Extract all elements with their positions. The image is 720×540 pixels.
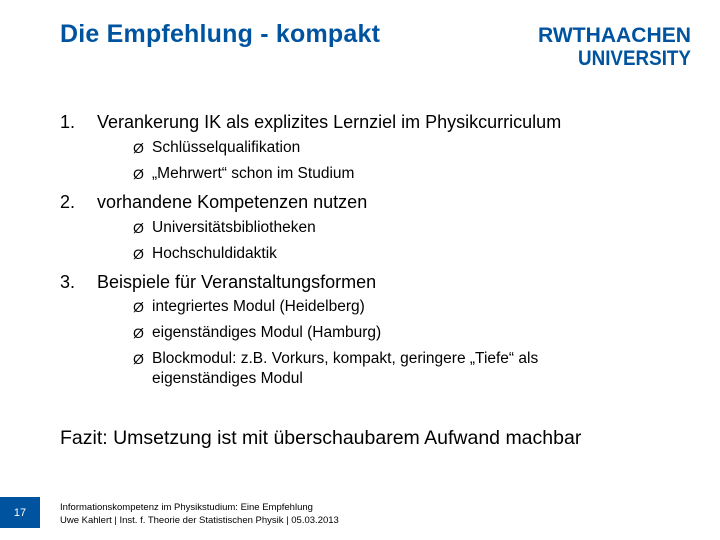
item-number: 1. (60, 112, 76, 132)
arrow-bullet-icon: Ø (133, 299, 144, 315)
item-number: 3. (60, 272, 76, 292)
footer (60, 501, 339, 527)
item-number: 2. (60, 192, 76, 212)
arrow-bullet-icon: Ø (133, 325, 144, 341)
slide-title: Die Empfehlung - kompakt (60, 20, 381, 48)
arrow-bullet-icon: Ø (133, 166, 144, 182)
conclusion-text: Fazit: Umsetzung ist mit überschaubarem Aufwand machbar (60, 427, 582, 449)
item-text: Verankerung IK als explizites Lernziel im Physikcurriculum (97, 112, 562, 132)
svg-text:UNIVERSITY: UNIVERSITY (578, 47, 691, 68)
rwth-logo (538, 24, 693, 68)
arrow-bullet-icon: Ø (133, 351, 144, 367)
arrow-bullet-icon: Ø (133, 220, 144, 236)
item-text: Beispiele für Veranstaltungsformen (97, 272, 377, 292)
arrow-bullet-icon: Ø (133, 246, 144, 262)
footer-author: Uwe Kahlert | Inst. f. Theorie der Statistischen Physik | 05.03.2013 (60, 515, 339, 526)
svg-text:RWTHAACHEN: RWTHAACHEN (538, 24, 691, 47)
footer-title: Informationskompetenz im Physikstudium: Eine Empfehlung (60, 502, 313, 513)
arrow-bullet-icon: Ø (133, 140, 144, 156)
page-number: 17 (13, 507, 27, 519)
item-text: vorhandene Kompetenzen nutzen (97, 192, 368, 212)
